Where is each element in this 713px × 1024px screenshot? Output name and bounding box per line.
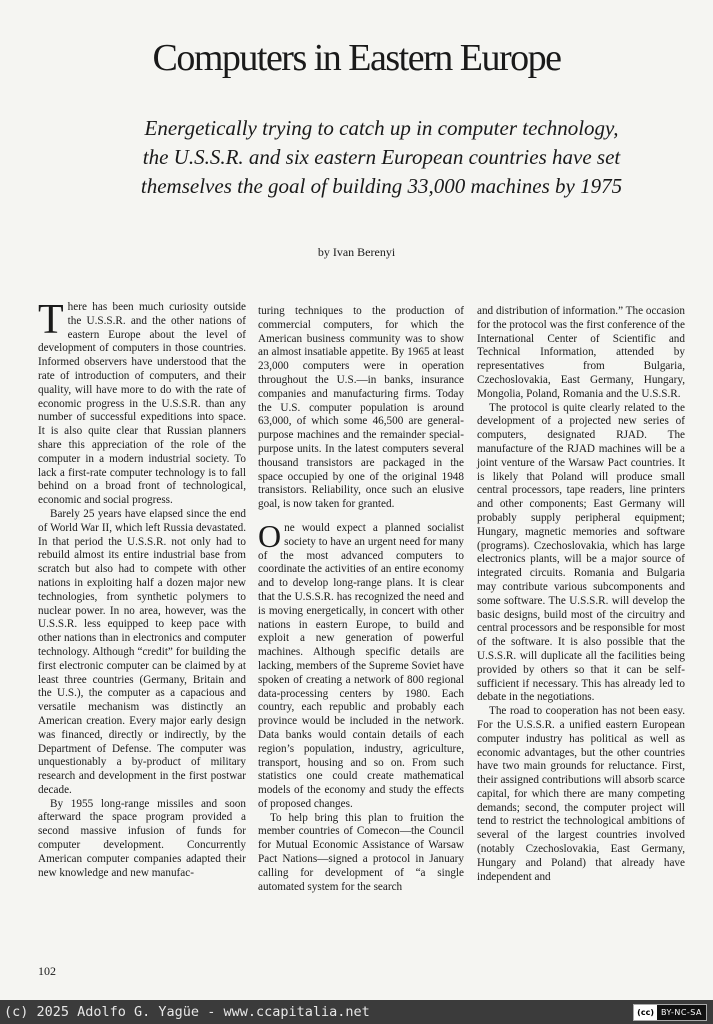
paragraph-text: ne would expect a planned socialist society to have an urgent need for many of the most advanced computers to coordinate the activities of an entire economy and to develop long-range plans. It is clear that the U.S.S.R. has recognized the need and is moving energetically, in concert with other nations in eastern Europe, to build and exploit a new generation of powerful machines. Although specific details are lacking, members of the Supreme Soviet have spoken of creating a network of 800 regional data-processing centers by 1980. Each country, each republic and probably each province would be included in the network. Data banks would contain details of each region’s population, industry, agriculture, transport, housing and so on. From such statistics one could create mathematical models of the economy and study the effects of proposed changes.	[258, 521, 464, 810]
paragraph: and distribution of information.” The occasion for the protocol was the first conference of the International Center of Scientific and Technical Information, attended by representatives from Bulgaria, Czechoslovakia, East Germany, Hungary, Mongolia, Poland, Romania and the U.S.S.R.	[477, 305, 685, 400]
drop-cap: T	[38, 297, 64, 343]
copyright-footer	[0, 1000, 713, 1024]
copyright-text: (c) 2025 Adolfo G. Yagüe - www.ccapitalia.net	[4, 1004, 370, 1020]
page-number: 102	[38, 964, 56, 978]
section-gap	[258, 512, 464, 522]
paragraph: To help bring this plan to fruition the member countries of Comecon—the Council for Mutual Economic Assistance of Warsaw Pact Nations—signed a protocol in January calling for development of “a single automated system for the search	[258, 811, 464, 893]
paragraph	[38, 297, 246, 508]
paragraph: By 1955 long-range missiles and soon afterward the space program provided a second massive infusion of funds for computer development. Concurrently American computer companies adapted their new knowledge and new manufac-	[38, 797, 246, 879]
license-label: BY-NC-SA	[660, 1008, 702, 1017]
subtitle-line-2: the U.S.S.R. and six eastern European countries have set	[142, 145, 621, 169]
article-title: Computers in Eastern Europe	[152, 37, 561, 79]
paragraph: The road to cooperation has not been easy. For the U.S.S.R. a unified eastern European computer industry has political as well as economic advantages, but the other countries have two main grounds for reluctance. First, their assigned contributions will absorb scarce capital, for which there are many competing demands; second, the computer project will tend to restrict the technological ambitions of several of the largest countries involved (notably Czechoslovakia, East Germany, Hungary and Poland) that already have independent and	[477, 705, 685, 883]
text-column-2	[258, 305, 464, 894]
subtitle-line-1: Energetically trying to catch up in computer technology,	[144, 116, 619, 140]
article-subtitle	[110, 114, 653, 201]
cc-license-badge	[633, 1004, 707, 1021]
byline: by Ivan Berenyi	[317, 245, 396, 259]
paragraph: The protocol is quite clearly related to the development of a projected new series of computers, designated RJAD. The manufacture of the RJAD machines will be a joint venture of the Warsaw Pact countries. It is likely that Poland will produce small central processors, tape readers, line printers and other components; East Germany will probably supply peripheral equipment; Hungary, magnetic memories and software (programs). Czechoslovakia, which has large electronics plants, will be a major source of integrated circuits. Romania and Bulgaria may contribute various subcomponents and some software. The U.S.S.R. will develop the basic designs, build most of the circuitry and central processors and be responsible for most of the software. It is also possible that the U.S.S.R. will duplicate all the facilities being provided by others so that it can be self-sufficient if necessary. This has already led to debate in the negotiations.	[477, 401, 685, 704]
cc-icon: (cc)	[634, 1005, 657, 1020]
paragraph	[258, 517, 464, 812]
paragraph-text: here has been much curiosity outside the U.S.S.R. and the other nations of eastern Europe about the level of development of computers in those countries. Informed observers have understood that the rate of introduction of computers, and their quality, will have more to do with the rate of economic progress in the U.S.S.R. than any number of successful expeditions into space. It is also quite clear that Russian planners share this appreciation of the role of the computer in a modern industrial society. To lack a first-rate computer technology is to fall behind on a broad front of technological, economic and social progress.	[38, 301, 246, 507]
text-column-3	[477, 305, 685, 884]
paragraph: Barely 25 years have elapsed since the end of World War II, which left Russia devastated. In that period the U.S.S.R. not only had to rebuild almost its entire industrial base from scratch but also had to compete with other nations in exploiting half a dozen major new technologies, from synthetic polymers to nuclear power. In no area, however, was the U.S.S.R. less equipped to keep pace with other nations than in electronics and computer technology. Although “credit” for building the first electronic computer can be claimed by at least three countries (Germany, Britain and the U.S.), the computer as a capacious and versatile mechanism was distinctly an American creation. Every major early design was financed, directly or indirectly, by the Department of Defense. The computer was unquestionably a by-product of military research and development in the first postwar decade.	[38, 507, 246, 796]
drop-cap: O	[258, 517, 282, 554]
paragraph: turing techniques to the production of commercial computers, for which the American business community was to show an almost insatiable appetite. By 1965 at least 23,000 computers were in operation throughout the U.S.—in banks, insurance companies and manufacturing firms. Today the U.S. computer population is around 63,000, of which some 46,500 are general-purpose machines and the remainder special-purpose units. In the latest computers several thousand transistors are packaged in the space occupied by one of the original 1948 transistors. Reliability, once such an elusive goal, is now taken for granted.	[258, 305, 464, 511]
text-column-1	[38, 297, 246, 880]
subtitle-line-3: themselves the goal of building 33,000 machines by 1975	[140, 174, 623, 198]
